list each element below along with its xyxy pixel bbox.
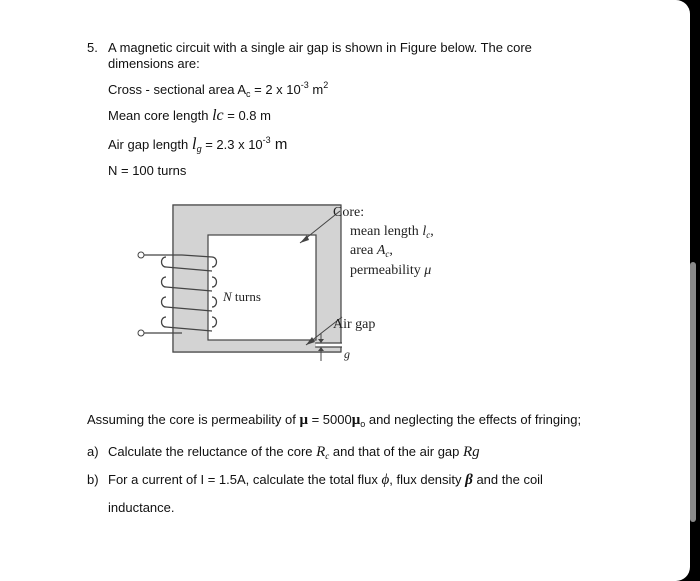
core-mean-length-label: mean length $l_c$, bbox=[350, 224, 434, 240]
air-gap-line: Air gap length $l_g = 2.3$ x $10^{-3}$ m bbox=[108, 134, 288, 154]
intro-line-1: A magnetic circuit with a single air gap is shown in Figure below. The core bbox=[108, 40, 532, 55]
intro-line-2: dimensions are: bbox=[108, 56, 200, 71]
problem-number: 5. bbox=[87, 40, 98, 55]
part-b-text: For a current of I = 1.5A, calculate the total flux ϕ, flux density β and the coil bbox=[108, 472, 543, 488]
core-area-label: area $A_c$, bbox=[350, 243, 393, 259]
part-b-line-2: inductance. bbox=[108, 500, 175, 515]
vertical-scrollbar[interactable] bbox=[690, 262, 696, 522]
part-a-label: a) bbox=[87, 444, 99, 459]
air-gap-label: Air gap bbox=[333, 317, 376, 332]
part-a-text: Calculate the reluctance of the core $R_c$ and that of the air gap Rg bbox=[108, 444, 480, 461]
assumption-line: Assuming the core is permeability of $\mu = 5000\mu_o$ and neglecting the effects of fringing; bbox=[87, 412, 582, 429]
n-turns-label: N turns bbox=[223, 289, 261, 304]
part-b-label: b) bbox=[87, 472, 99, 487]
core-permeability-label: permeability μ bbox=[350, 263, 432, 278]
mean-length-line: Mean core length lc = 0.8 m bbox=[108, 107, 271, 124]
gap-g-label: g bbox=[344, 347, 350, 361]
terminal-top bbox=[138, 252, 144, 258]
turns-line: N = 100 turns bbox=[108, 163, 187, 178]
magnetic-circuit-figure bbox=[120, 195, 420, 375]
terminal-bottom bbox=[138, 330, 144, 336]
cross-section-line: Cross - sectional area $A_c = 2$ x $10^{-3}$ $m^2$ bbox=[108, 80, 329, 99]
core-title-label: Core: bbox=[333, 205, 365, 220]
